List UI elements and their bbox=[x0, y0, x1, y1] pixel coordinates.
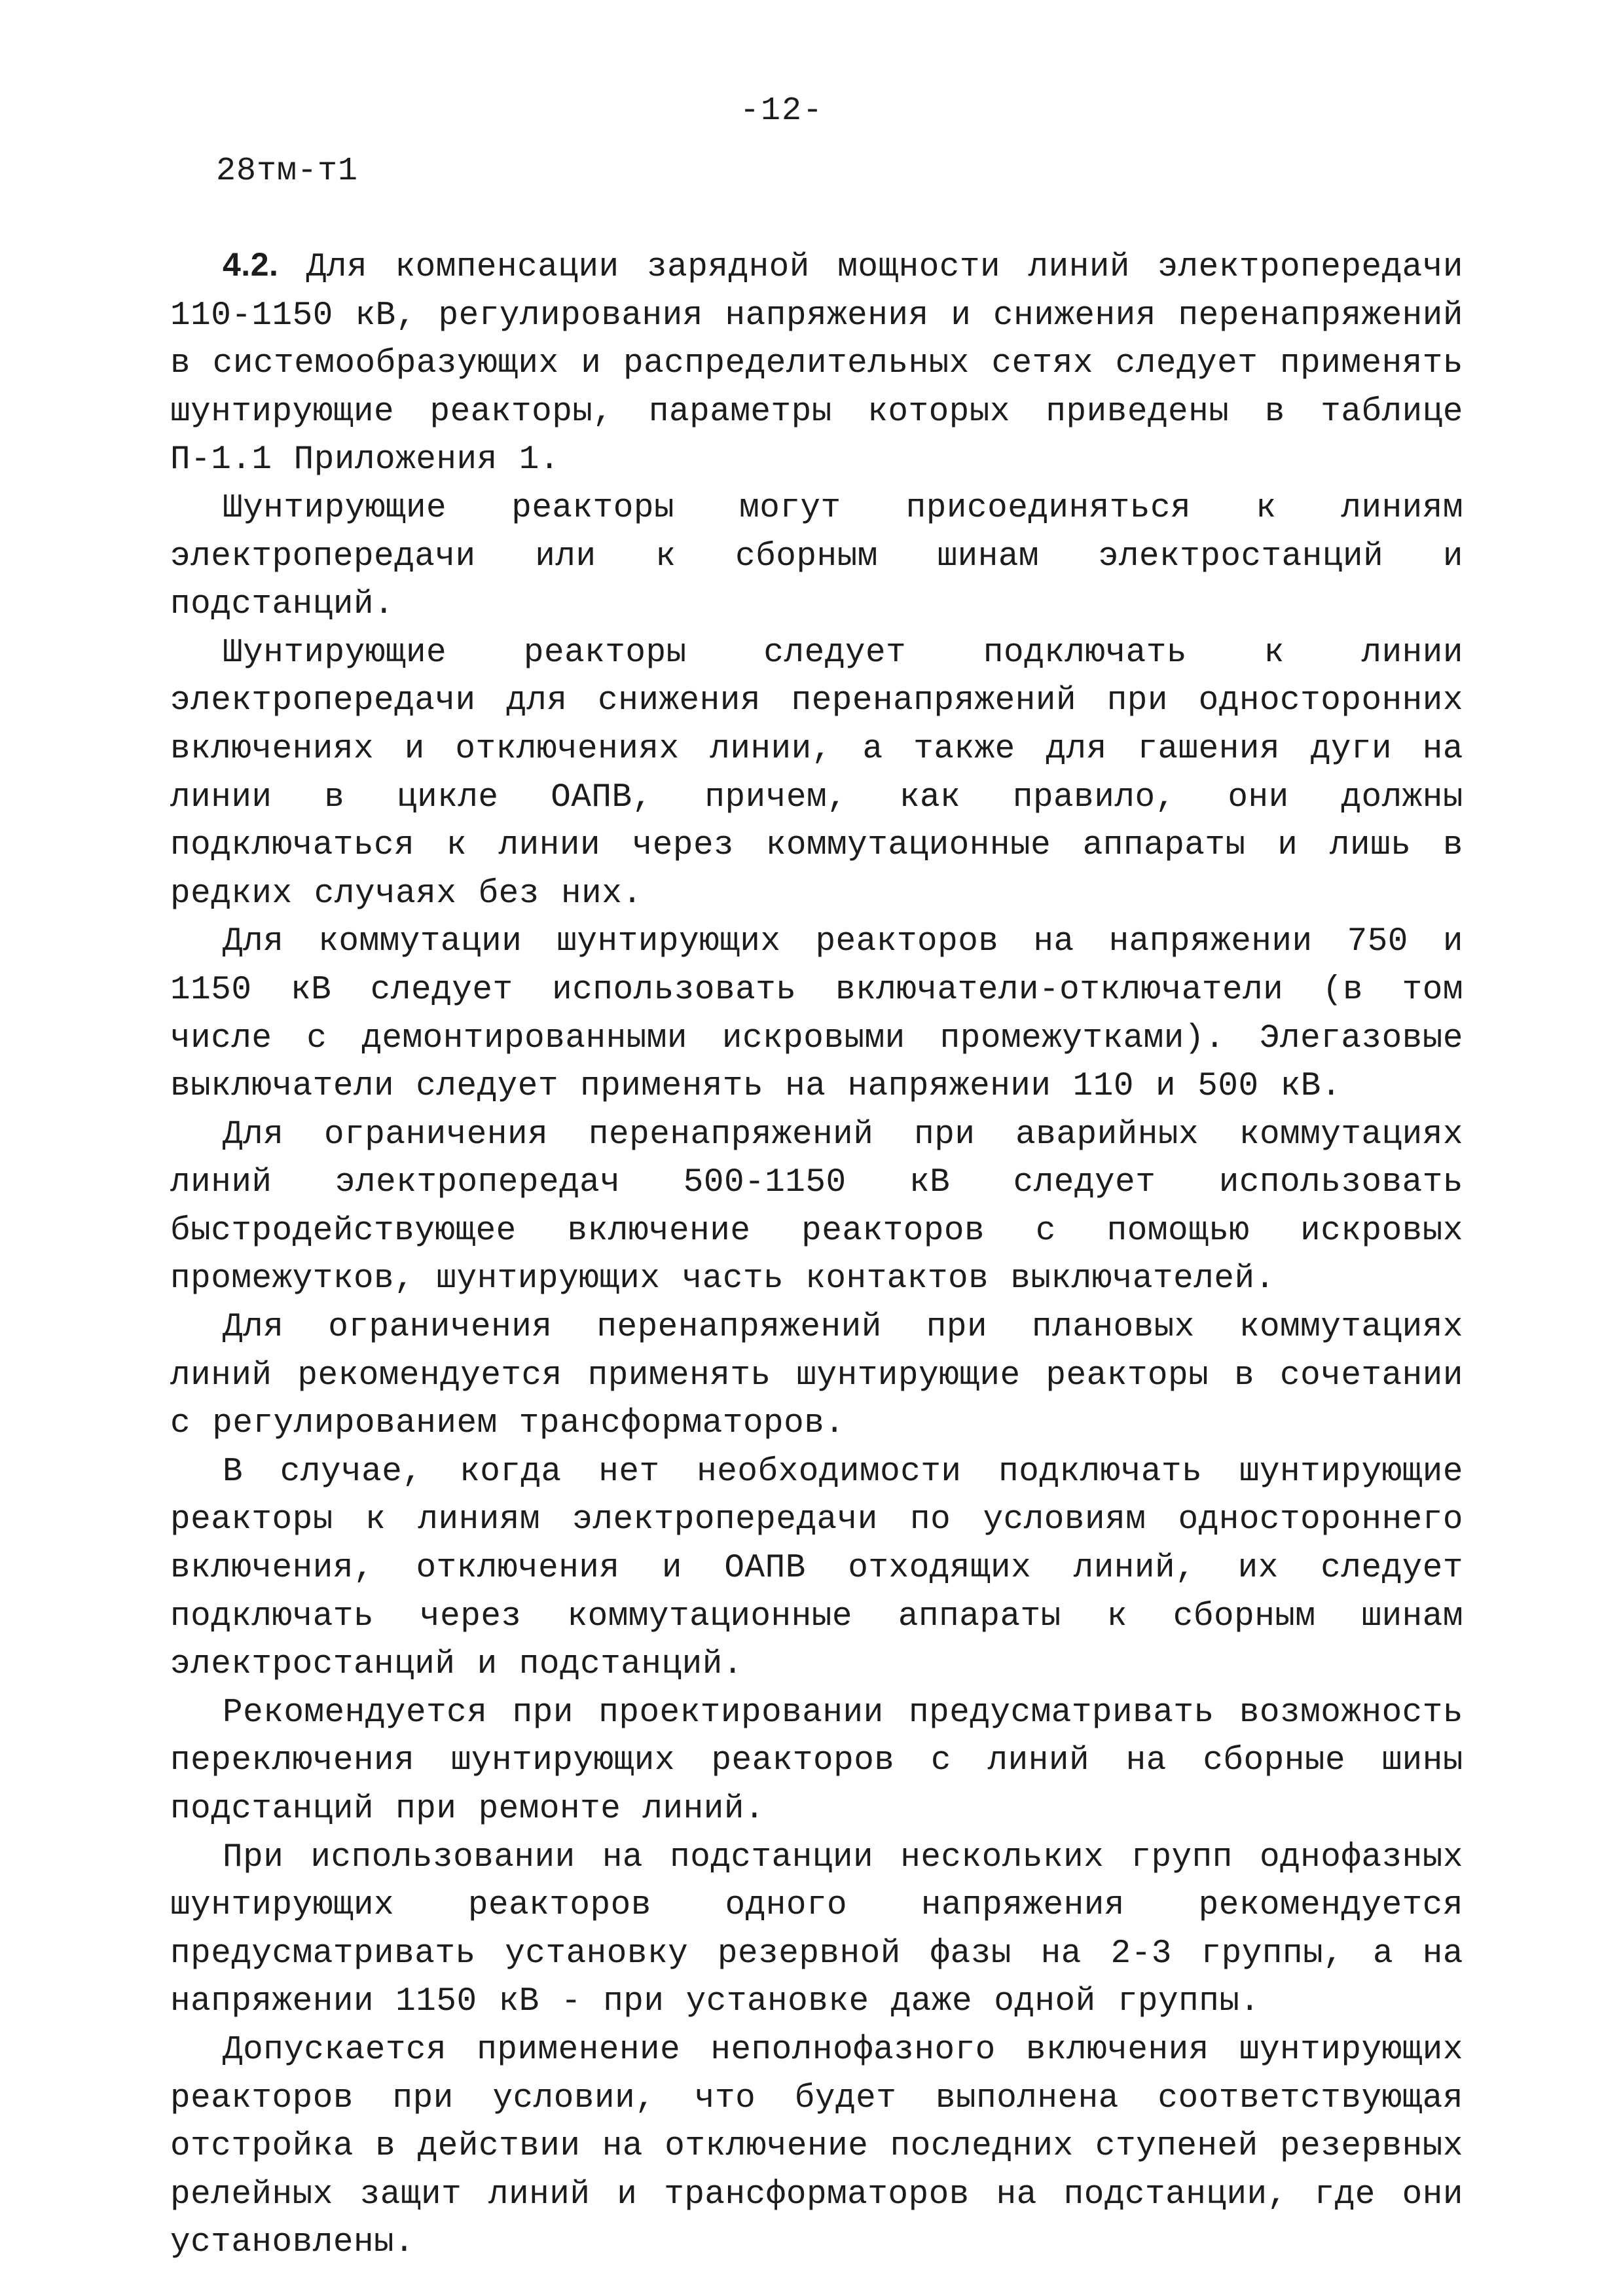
paragraph-4-2 bbox=[170, 241, 1463, 484]
paragraph: Рекомендуется при проектировании предусматривать возможность переключения шунтирующих реакторов с линий на сборные шины подстанций при ремонте линий. bbox=[170, 1694, 1463, 1828]
document-body bbox=[170, 241, 1463, 2267]
paragraph: Для ограничения перенапряжений при плановых коммутациях линий рекомендуется применять шунтирующие реакторы в сочетании с регулированием трансформаторов. bbox=[170, 1309, 1463, 1443]
document-code: 28тм-т1 bbox=[216, 153, 359, 190]
paragraph: Допускается применение неполнофазного включения шунтирующих реакторов при условии, что будет выполнена соответствующая отстройка в действии на отключение последних ступеней резервных релейных защит линий и трансформаторов на подстанции, где они установлены. bbox=[170, 2031, 1463, 2262]
paragraph: При использовании на подстанции нескольких групп однофазных шунтирующих реакторов одного напряжения рекомендуется предусматривать установку резервной фазы на 2-3 группы, а на напряжении 1150 кВ - при установке даже одной группы. bbox=[170, 1838, 1463, 2021]
paragraph: Шунтирующие реакторы могут присоединяться к линиям электропередачи или к сборным шинам электростанций и подстанций. bbox=[170, 489, 1463, 624]
paragraph: Для ограничения перенапряжений при аварийных коммутациях линий электропередач 500-1150 кВ следует использовать быстродействующее включение реакторов с помощью искровых промежутков, шунтирующих часть контактов выключателей. bbox=[170, 1116, 1463, 1298]
paragraph: Для коммутации шунтирующих реакторов на напряжении 750 и 1150 кВ следует использовать включатели-отключатели (в том числе с демонтированными искровыми промежутками). Элегазовые выключатели следует применять на напряжении 110 и 500 кВ. bbox=[170, 923, 1463, 1106]
paragraph-number: 4.2. bbox=[223, 246, 279, 283]
paragraph-text: Для компенсации зарядной мощности линий электропередачи 110-1150 кВ, регулирования напряжения и снижения перенапряжений в системообразующих и распределительных сетях следует применять шунтирующие реакторы, параметры которых приведены в таблице П-1.1 Приложения 1. bbox=[170, 249, 1463, 479]
paragraph: Шунтирующие реакторы следует подключать к линии электропередачи для снижения перенапряжений при односторонних включениях и отключениях линии, а также для гашения дуги на линии в цикле ОАПВ, причем, как правило, они должны подключаться к линии через коммутационные аппараты и лишь в редких случаях без них. bbox=[170, 634, 1463, 913]
page-number: -12- bbox=[740, 92, 824, 130]
paragraph: В случае, когда нет необходимости подключать шунтирующие реакторы к линиям электропередачи по условиям одностороннего включения, отключения и ОАПВ отходящих линий, их следует подключать через коммутационные аппараты к сборным шинам электростанций и подстанций. bbox=[170, 1453, 1463, 1684]
